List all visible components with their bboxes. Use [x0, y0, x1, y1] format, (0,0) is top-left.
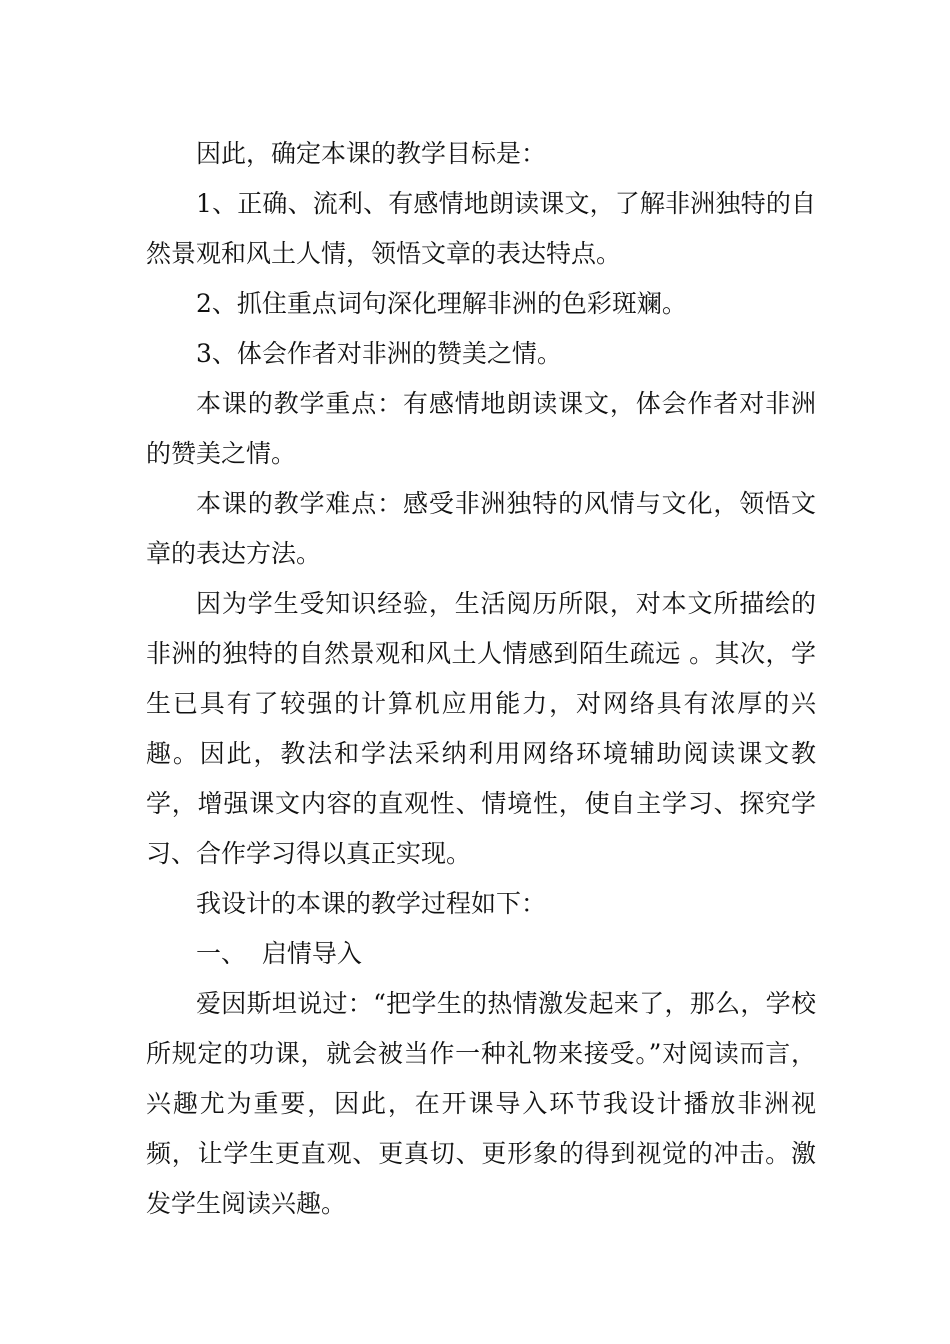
document-body: [146, 129, 816, 1229]
paragraph-objective-1: 1、正确、流利、有感情地朗读课文，了解非洲独特的自然景观和风土人情，领悟文章的表达特点。: [146, 189, 816, 268]
section-heading-1: 一、 启情导入: [196, 939, 362, 968]
paragraph-key-point: 本课的教学重点：有感情地朗读课文，体会作者对非洲的赞美之情。: [146, 389, 816, 468]
paragraph-method: 因为学生受知识经验，生活阅历所限，对本文所描绘的非洲的独特的自然景观和风土人情感到陌生疏远 。其次，学生已具有了较强的计算机应用能力，对网络具有浓厚的兴趣。因此，教法和学法采纳利用网络环境辅助阅读课文教学，增强课文内容的直观性、情境性，使自主学习、探究学习、合作学习得以真正实现。: [146, 589, 816, 868]
paragraph-difficulty: 本课的教学难点：感受非洲独特的风情与文化，领悟文章的表达方法。: [146, 489, 816, 568]
paragraph-objective-3: 3、体会作者对非洲的赞美之情。: [196, 339, 562, 368]
paragraph-process-intro: 我设计的本课的教学过程如下：: [196, 889, 547, 918]
paragraph-objective-intro: 因此，确定本课的教学目标是：: [196, 139, 547, 168]
paragraph-introduction: 爱因斯坦说过：“把学生的热情激发起来了，那么，学校所规定的功课，就会被当作一种礼物来接受。”对阅读而言，兴趣尤为重要，因此，在开课导入环节我设计播放非洲视频，让学生更直观、更真切、更形象的得到视觉的冲击。激发学生阅读兴趣。: [146, 989, 816, 1218]
paragraph-objective-2: 2、抓住重点词句深化理解非洲的色彩斑斓。: [196, 289, 687, 318]
